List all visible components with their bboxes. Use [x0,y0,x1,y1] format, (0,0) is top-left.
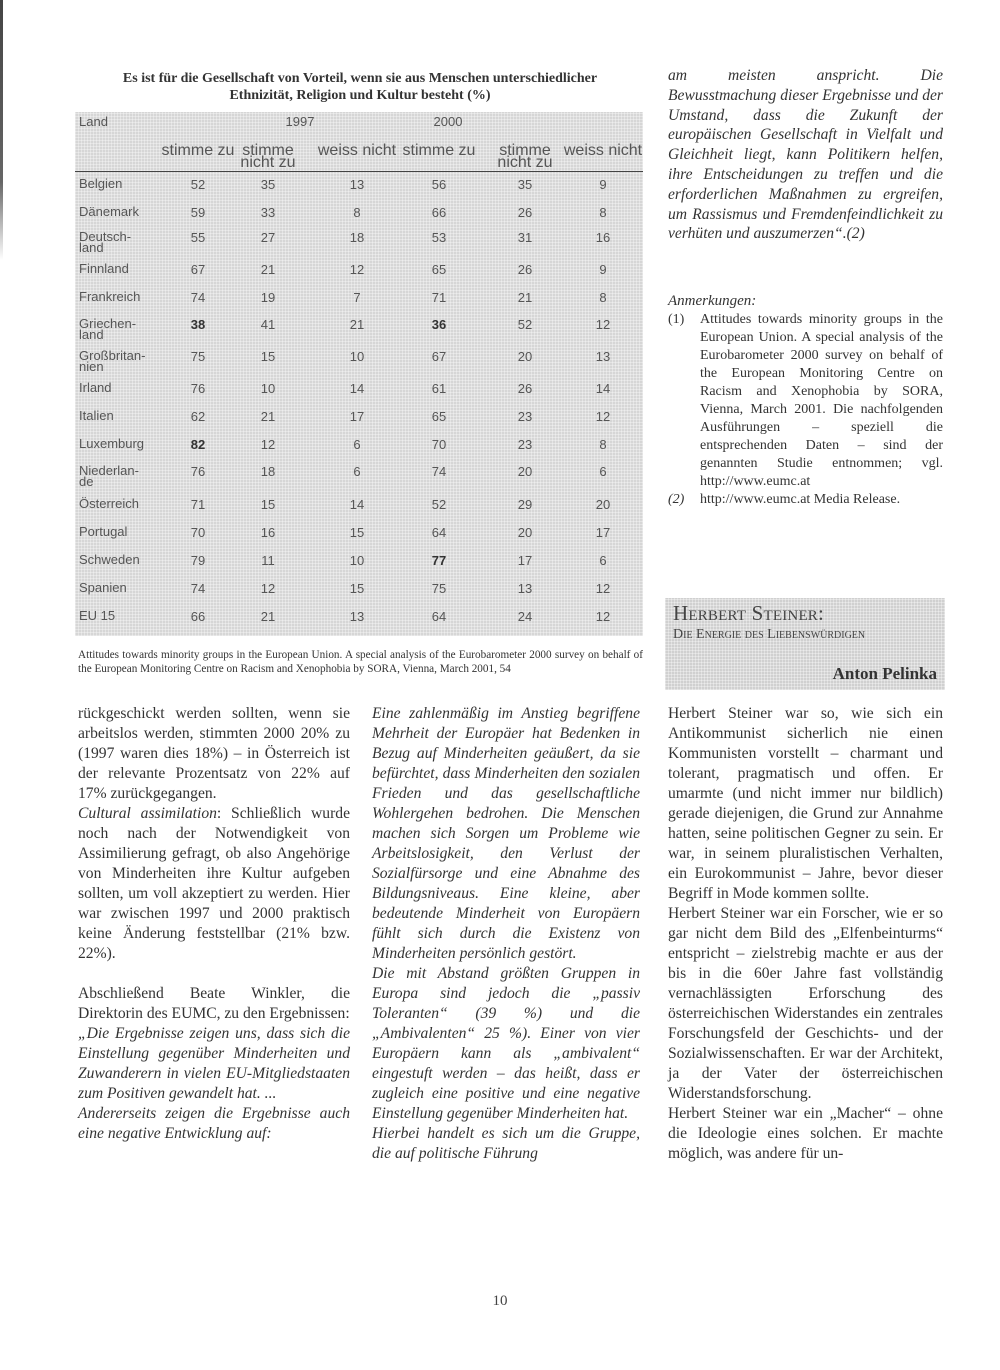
country-name-line: Griechen- [79,316,137,331]
quote-paragraph: Hierbei handelt es sich um die Gruppe, die auf politische Führung [372,1125,640,1162]
country-name [79,231,159,253]
country-name [79,526,159,537]
footnote-2 [668,491,943,509]
footnote-text: Attitudes towards minority groups in the European Union. A special analysis of the Eurobarometer 2000 survey on behalf of the European Monitoring Centre on Racism and Xenophobia by SORA, Vienna, March 2001. Die nachfolgenden Ausführungen – speziell die entsprechenden Daten – sind der genannten Studie entnommen; vgl. http://www.eumc.at [700,312,943,489]
term-cultural-assimilation: Cultural assimilation [78,805,217,822]
table-cell: 20 [517,525,533,540]
country-name-line: Dänemark [79,204,139,219]
table-cell: 77 [431,553,447,568]
table-cell: 62 [190,409,206,424]
country-name [79,438,159,449]
quote-paragraph: „Die Ergebnisse zeigen uns, dass sich die Einstellung gegenüber Minderheiten und Zuwanderern in vielen EU-Mitgliedstaaten zum Positiven gewandelt hat. ... [78,1025,350,1102]
table-cell: 66 [190,609,206,624]
table-cell: 75 [190,349,206,364]
country-name-line: EU 15 [79,608,116,623]
country-name-line: Portugal [79,524,128,539]
table-cell: 13 [349,177,365,192]
table-title [75,70,645,104]
table-row [75,318,643,346]
table-cell: 11 [261,553,275,568]
article-title: Herbert Steiner: [673,601,825,625]
country-name [79,582,159,593]
table-cell: 12 [595,409,611,424]
body-column-left [78,704,350,1144]
table-cell: 35 [517,177,533,192]
table-cell: 15 [260,349,276,364]
table-cell: 8 [353,205,361,220]
table-row [75,291,643,319]
table-cell: 64 [431,609,447,624]
table-cell: 52 [190,177,206,192]
table-row [75,410,643,438]
subheader-line: stimme zu [161,142,235,159]
body-column-middle [372,704,640,1164]
table-row [75,438,643,466]
table-cell: 56 [431,177,447,192]
quote-paragraph: Andererseits zeigen die Ergebnisse auch eine negative Entwicklung auf: [78,1105,350,1142]
country-name-line: Irland [79,380,112,395]
table-cell: 9 [599,262,607,277]
table-row [75,231,643,259]
table-cell: 12 [595,581,611,596]
country-name-line: land [79,327,104,342]
country-name [79,291,159,302]
table-cell: 52 [517,317,533,332]
footnotes-heading: Anmerkungen: [668,293,757,309]
country-name [79,350,159,372]
subheader-line: nicht zu [240,154,296,171]
country-name-line: Finnland [79,261,129,276]
article-subtitle: Die Energie des Liebenswürdigen [673,627,866,642]
table-cell: 12 [260,581,276,596]
table-cell: 12 [595,609,611,624]
country-name [79,410,159,421]
paragraph: rückgeschickt werden sollten, wenn sie arbeitslos werden, stimmten 2000 20% zu (1997 waren dies 18%) – in Österreich ist der relevante Prozentsatz von 22% auf 17% zurückgegangen. [78,705,350,802]
table-row [75,263,643,291]
table-cell: 33 [260,205,276,220]
country-name [79,498,159,509]
table-cell: 41 [260,317,276,332]
table-cell: 19 [260,290,276,305]
table-cell: 76 [190,464,206,479]
article-author: Anton Pelinka [832,664,937,683]
table-row [75,526,643,554]
quote-continuation: am meisten anspricht. Die Bewusstmachung dieser Ergebnisse und der Umstand, dass die Zukunft der europäischen Gesellschaft in Vielfalt und Gleichheit liegt, kann Politikern helfen, ihre Entscheidungen zu treffen und die erforderlichen Maßnahmen zu ergreifen, um Rassismus und Fremdenfeindlichkeit zu verhüten und auszumerzen“.(2) [668,67,943,243]
table-cell: 17 [595,525,611,540]
country-name [79,263,159,274]
table-cell: 76 [190,381,206,396]
article-header [665,598,945,690]
table-cell: 18 [349,230,365,245]
table-cell: 23 [517,409,533,424]
article-paragraph: Herbert Steiner war ein Forscher, wie er so gar nicht dem Bild des „Elfenbeinturms“ entspricht – zielstrebig machte er aus der bis in die 60er Jahre fast vollständig vernachlässigten Erforschung des österreichischen Widerstandes ein zentrales Forschungsfeld der Geschichts- und der Sozialwissenschaften. Er war der Architekt, ja der Vater der österreichischen Widerstandsforschung. [668,905,943,1102]
table-row [75,178,643,206]
table-source: Attitudes towards minority groups in the European Union. A special analysis of the Eurobarometer 2000 survey on behalf of the European Monitoring Centre on Racism and Xenophobia by SORA, Vienna, March 2001, 54 [78,649,643,675]
table-cell: 17 [349,409,365,424]
table-cell: 7 [353,290,361,305]
page-edge-shadow [0,0,3,260]
table-cell: 67 [190,262,206,277]
table-cell: 8 [599,437,607,452]
subheader-line: weiss nicht [563,142,643,159]
table-row [75,582,643,610]
table-cell: 15 [349,525,365,540]
table-row [75,610,643,638]
table-cell: 12 [349,262,365,277]
country-name-line: Schweden [79,552,140,567]
table-cell: 14 [349,381,365,396]
table-cell: 24 [517,609,533,624]
header-year-1997: 1997 [285,114,315,129]
subheader-line: weiss nicht [317,142,397,159]
table-cell: 21 [260,409,276,424]
table-cell: 59 [190,205,206,220]
subheader-line: nicht zu [497,154,553,171]
country-name-line: Italien [79,408,114,423]
paragraph: Abschließend Beate Winkler, die Direktorin des EUMC, zu den Ergebnissen: [78,985,350,1022]
table-cell: 14 [595,381,611,396]
country-name-line: Deutsch- [79,229,132,244]
table-cell: 20 [517,349,533,364]
table-cell: 29 [517,497,533,512]
table-cell: 16 [260,525,276,540]
table-cell: 6 [599,553,607,568]
table-cell: 55 [190,230,206,245]
table-cell: 71 [190,497,206,512]
table-cell: 20 [595,497,611,512]
country-name-line: Frankreich [79,289,141,304]
country-name-line: Belgien [79,176,123,191]
country-name-line: Spanien [79,580,127,595]
table-cell: 35 [260,177,276,192]
subheader-line: stimme [242,142,294,159]
table-cell: 14 [349,497,365,512]
table-cell: 74 [431,464,447,479]
subheader-col-2 [315,142,399,159]
table-cell: 74 [190,581,206,596]
table-cell: 17 [517,553,533,568]
table-cell: 13 [349,609,365,624]
table-cell: 16 [595,230,611,245]
table-cell: 21 [260,609,276,624]
page-number: 10 [492,1293,508,1309]
table-cell: 82 [190,437,206,452]
table-cell: 8 [599,205,607,220]
table-cell: 10 [349,553,365,568]
table-cell: 26 [517,262,533,277]
paragraph-text: : Schließlich wurde noch nach der Notwendigkeit von Assimilierung gefragt, ob also Angehörige von Minderheiten ihre Kultur aufgeben sollten, um voll akzeptiert zu werden. Hier war zwischen 1997 und 2000 praktisch keine Änderung feststellbar (21% bzw. 22%). [78,805,350,962]
footnote-number: (1) [668,312,685,327]
table-cell: 27 [260,230,276,245]
table-cell: 38 [190,317,206,332]
article-paragraph: Herbert Steiner war so, wie sich ein Antikommunist sicherlich nie einen Kommunisten vorstellt – charmant und tolerant, pragmatisch und offen. Er umarmte (und nicht immer nur bildlich) gerade diejenigen, die Grund zur Annahme hatten, seine politischen Gegner zu sein. Er war, in seinem pluralistischen Verhalten, ein Eurokommunist – Jahre, bevor dieser Begriff in Mode kommen sollte. [668,705,943,902]
table-cell: 21 [260,262,276,277]
table-row [75,382,643,410]
table-title-line-2: Ethnizität, Religion und Kultur besteht (%) [229,88,491,103]
table-cell: 12 [595,317,611,332]
table-cell: 15 [260,497,276,512]
table-cell: 79 [190,553,206,568]
subheader-col-5 [561,142,645,159]
table-row [75,465,643,493]
article-body [668,704,943,1164]
table-cell: 70 [190,525,206,540]
country-name [79,206,159,217]
table-cell: 15 [349,581,365,596]
table-cell: 66 [431,205,447,220]
footnote-1 [668,311,943,491]
table-row [75,350,643,378]
subheader-col-4 [483,142,567,171]
quote-paragraph: Eine zahlenmäßig im Anstieg begriffene Mehrheit der Europäer hat Bedenken in Bezug auf Minderheiten geäußert, da sie befürchtet, dass Minderheiten den sozialen Frieden und das gesellschaftliche Wohlergehen bedrohen. Die Menschen machen sich Sorgen um Probleme wie Arbeitslosigkeit, den Verlust der Sozialfürsorge und eine Abnahme des Bildungsniveaus. Eine kleine, aber bedeutende Minderheit von Europäern fühlt sich durch die Existenz von Minderheiten persönlich gestört. [372,705,640,962]
table-cell: 6 [599,464,607,479]
table-cell: 13 [595,349,611,364]
table-cell: 61 [431,381,447,396]
subheader-col-3 [397,142,481,159]
table-cell: 10 [260,381,276,396]
country-name-line: land [79,240,104,255]
table-cell: 20 [517,464,533,479]
country-name-line: Österreich [79,496,139,511]
country-name [79,465,159,487]
table-cell: 8 [599,290,607,305]
table-cell: 6 [353,437,361,452]
table-cell: 65 [431,262,447,277]
table-row [75,498,643,526]
table-cell: 75 [431,581,447,596]
table-cell: 13 [517,581,533,596]
table-cell: 71 [431,290,447,305]
table-cell: 23 [517,437,533,452]
country-name-line: Großbritan- [79,348,146,363]
country-name [79,178,159,189]
table-cell: 31 [517,230,533,245]
table-cell: 6 [353,464,361,479]
table-cell: 9 [599,177,607,192]
table-title-line-1: Es ist für die Gesellschaft von Vorteil, wenn sie aus Menschen unterschiedlicher [122,71,598,86]
subheader-line: stimme [499,142,551,159]
header-land: Land [79,114,108,129]
quote-paragraph: Die mit Abstand größten Gruppen in Europa sind jedoch die „passiv Toleranten“ (39 %) und die „Ambivalenten“ 25 %). Einer von vier Europäern kann als „ambivalent“ eingestuft werden – das heißt, dass er zugleich eine positive und eine negative Einstellung gegenüber Minderheiten hat. [372,965,640,1122]
table-row [75,554,643,582]
footnote-text: http://www.eumc.at Media Release. [700,492,901,507]
country-name [79,610,159,621]
subheader-col-1 [226,142,310,171]
table-cell: 26 [517,205,533,220]
table-cell: 53 [431,230,447,245]
table-cell: 21 [349,317,365,332]
table-cell: 70 [431,437,447,452]
table-cell: 36 [431,317,447,332]
table-cell: 74 [190,290,206,305]
table-cell: 26 [517,381,533,396]
table-cell: 18 [260,464,276,479]
country-name [79,554,159,565]
table-cell: 67 [431,349,447,364]
country-name-line: Luxemburg [79,436,145,451]
table-cell: 12 [260,437,276,452]
survey-table [75,112,643,636]
country-name-line: Niederlan- [79,463,139,478]
country-name-line: nien [79,359,104,374]
country-name-line: de [79,474,94,489]
header-rule [75,171,643,172]
article-paragraph: Herbert Steiner war ein „Macher“ – ohne die Ideologie eines solchen. Er machte möglich, was andere für un- [668,1105,943,1162]
table-cell: 52 [431,497,447,512]
subheader-line: stimme zu [402,142,476,159]
table-cell: 65 [431,409,447,424]
table-cell: 64 [431,525,447,540]
table-cell: 21 [517,290,533,305]
country-name [79,382,159,393]
table-cell: 10 [349,349,365,364]
country-name [79,318,159,340]
footnotes [668,292,943,509]
footnote-number: (2) [668,492,685,507]
paragraph [78,804,350,964]
header-year-2000: 2000 [433,114,463,129]
